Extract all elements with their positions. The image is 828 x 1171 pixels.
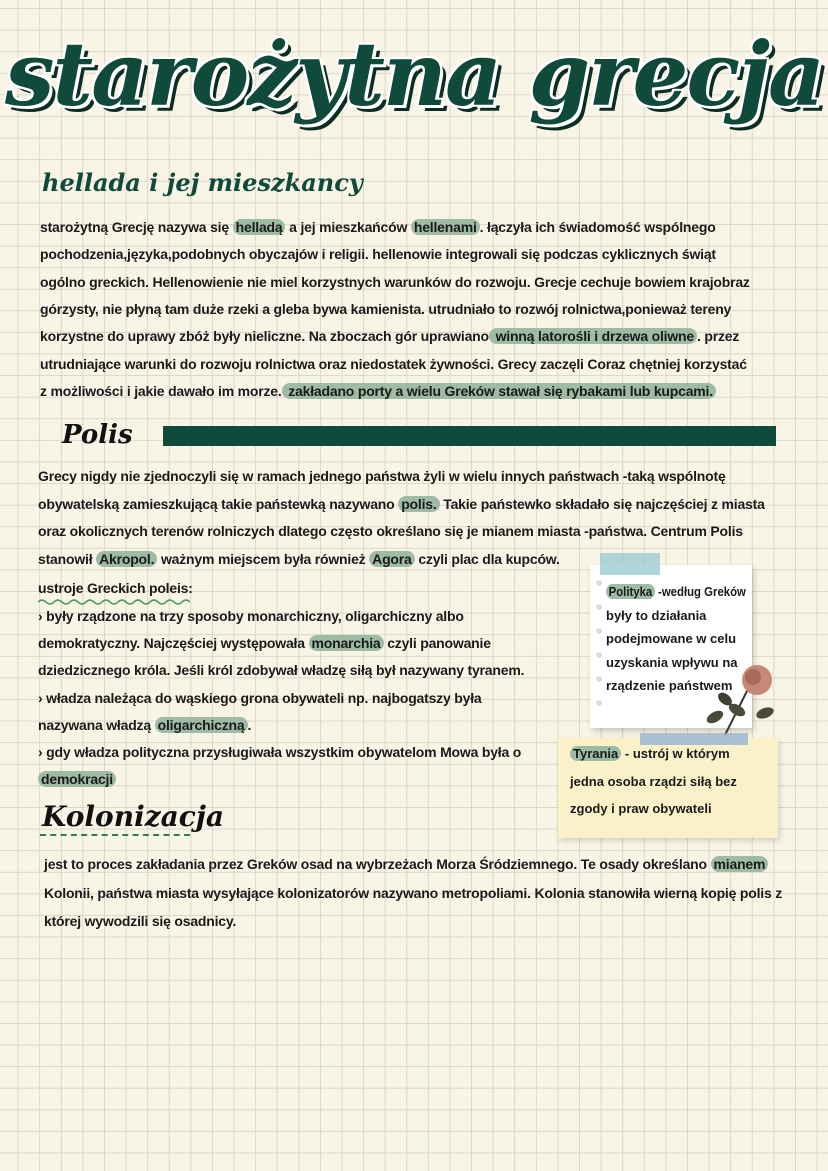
tyrania-line xyxy=(570,801,712,816)
text-segment: - ustrój w którym xyxy=(621,746,730,761)
tape xyxy=(600,553,660,575)
flower-icon xyxy=(695,655,785,740)
note-hole xyxy=(596,700,602,706)
ustroje-line xyxy=(38,771,116,787)
text-segment: podejmowane w celu xyxy=(606,631,737,646)
note-hole xyxy=(596,652,602,658)
highlighted-term: helladą xyxy=(233,219,286,235)
polis-line xyxy=(38,523,743,539)
text-segment: a jej mieszkańców xyxy=(285,219,411,235)
highlighted-term: polis. xyxy=(398,496,439,512)
text-segment: dziedzicznego króla. Jeśli król zdobywał władzę siłą był nazywany tyranem. xyxy=(38,662,525,679)
ustroje-line xyxy=(38,608,464,624)
text-segment: oraz okolicznych terenów rolniczych dlatego często określano się je mianem miasta -państwa. Centrum Polis xyxy=(38,523,743,540)
text-segment: › gdy władza polityczna przysługiwała wszystkim obywatelom Mowa była o xyxy=(38,744,522,760)
text-segment: Grecy nigdy nie zjednoczyli się w ramach jednego państwa żyli w wielu innych państwach -taką wspólnotę xyxy=(38,468,726,484)
dashed-underline xyxy=(40,834,190,836)
highlighted-term: hellenami xyxy=(411,219,480,235)
text-segment: uzyskania wpływu na xyxy=(606,654,738,670)
text-segment: rządzenie państwem xyxy=(606,678,733,693)
text-segment: obywatelską zamieszkującą takie państewką nazywano xyxy=(38,495,399,512)
tape xyxy=(640,733,748,745)
text-segment: zgody i praw obywateli xyxy=(570,801,712,816)
highlighted-term: monarchia xyxy=(309,635,384,651)
text-segment: demokratyczny. Najczęściej występowała xyxy=(38,635,309,652)
hellada-line xyxy=(40,246,716,262)
hellada-line xyxy=(40,301,731,317)
heading-bar xyxy=(163,426,776,446)
hellada-line xyxy=(40,328,739,344)
text-segment: czyli plac dla kupców. xyxy=(414,550,560,567)
polityka-line xyxy=(606,608,706,623)
note-hole xyxy=(596,604,602,610)
kolonizacja-line xyxy=(44,913,236,929)
highlighted-term: demokracji xyxy=(38,771,116,787)
tyrania-line xyxy=(570,774,737,789)
tyrania-line xyxy=(570,746,730,761)
text-segment: ważnym miejscem była również xyxy=(157,550,370,567)
polis-line xyxy=(38,551,560,567)
section-heading-hellada: hellada i jej mieszkancy xyxy=(42,168,363,197)
text-segment: jest to proces zakładania przez Greków osad na wybrzeżach Morza Śródziemnego. Te osady określano xyxy=(44,856,711,872)
text-segment: górzysty, nie płyną tam duże rzeki a gleba bywa kamienista. utrudniało to rozwój rolnictwa,ponieważ tereny xyxy=(40,300,732,317)
highlighted-term: zakładano porty a wielu Greków stawał się rybakami lub kupcami. xyxy=(282,383,716,399)
polis-line xyxy=(38,468,726,484)
highlighted-term: mianem xyxy=(711,856,769,872)
text-segment: z możliwości i jakie dawało im morze. xyxy=(40,382,282,399)
page-title: starożytna grecja xyxy=(5,22,823,126)
hellada-line xyxy=(40,274,750,290)
text-segment: › były rządzone na trzy sposoby monarchiczny, oligarchiczny albo xyxy=(38,608,464,624)
highlighted-term: Tyrania xyxy=(570,746,621,761)
text-segment: korzystne do uprawy zbóż były nieliczne. Na zboczach gór uprawiano xyxy=(40,328,489,345)
text-segment: Kolonii, państwa miasta wysyłające kolonizatorów nazywano metropoliami. Kolonia stanowiła wierną kopię polis z xyxy=(44,884,783,901)
text-segment: stanowił xyxy=(38,550,97,567)
highlighted-term: Akropol. xyxy=(96,551,157,567)
text-segment: nazywana władzą xyxy=(38,716,155,733)
note-hole xyxy=(596,580,602,586)
subheading-ustroje: ustroje Greckich poleis: xyxy=(38,580,193,596)
text-segment: Takie państewko składało się najczęściej z miasta xyxy=(439,495,765,512)
ustroje-line xyxy=(38,744,521,760)
ustroje-line xyxy=(38,690,481,706)
highlighted-term: Polityka xyxy=(606,584,655,599)
text-segment: utrudniające warunki do rozwoju rolnictwa oraz niedostatek żywności. Grecy zaczęli Coraz chętniej korzystać xyxy=(40,355,747,372)
section-heading-kolonizacja: Kolonizacja xyxy=(42,800,225,833)
polis-line xyxy=(38,496,765,512)
text-segment: -według Greków xyxy=(654,584,746,599)
highlighted-term: winną latorośli i drzewa oliwne xyxy=(489,328,697,344)
text-segment: pochodzenia,języka,podobnych obyczajów i religii. hellenowie integrowali się podczas cyklicznych świąt xyxy=(40,246,716,263)
text-segment: starożytną Grecję nazywa się xyxy=(40,219,233,235)
kolonizacja-line xyxy=(44,885,782,901)
text-segment: były to działania xyxy=(606,607,707,623)
text-segment: czyli panowanie xyxy=(383,635,491,652)
ustroje-line xyxy=(38,717,251,733)
ustroje-line xyxy=(38,662,524,678)
note-hole xyxy=(596,628,602,634)
text-segment: › władza należąca do wąskiego grona obywateli np. najbogatszy była xyxy=(38,689,482,706)
wavy-underline xyxy=(38,598,190,606)
polityka-line xyxy=(606,584,746,599)
note-hole xyxy=(596,676,602,682)
hellada-line xyxy=(40,383,716,399)
text-segment: której wywodzili się osadnicy. xyxy=(44,913,237,929)
text-segment: ogólno greckich. Hellenowienie nie miel korzystnych warunków do rozwoju. Grecje cechuje bowiem krajobraz xyxy=(40,273,750,290)
section-heading-polis: Polis xyxy=(62,420,133,450)
text-segment: jedna osoba rządzi siłą bez xyxy=(570,773,737,789)
ustroje-line xyxy=(38,635,491,651)
hellada-line xyxy=(40,219,716,235)
highlighted-term: Agora xyxy=(369,551,414,567)
text-segment: . łączyła ich świadomość wspólnego xyxy=(479,219,716,235)
hellada-line xyxy=(40,356,747,372)
text-segment: . xyxy=(247,716,252,733)
highlighted-term: oligarchiczną xyxy=(155,717,248,733)
text-segment: . przez xyxy=(696,328,740,345)
polityka-line xyxy=(606,631,736,646)
kolonizacja-line xyxy=(44,856,768,872)
